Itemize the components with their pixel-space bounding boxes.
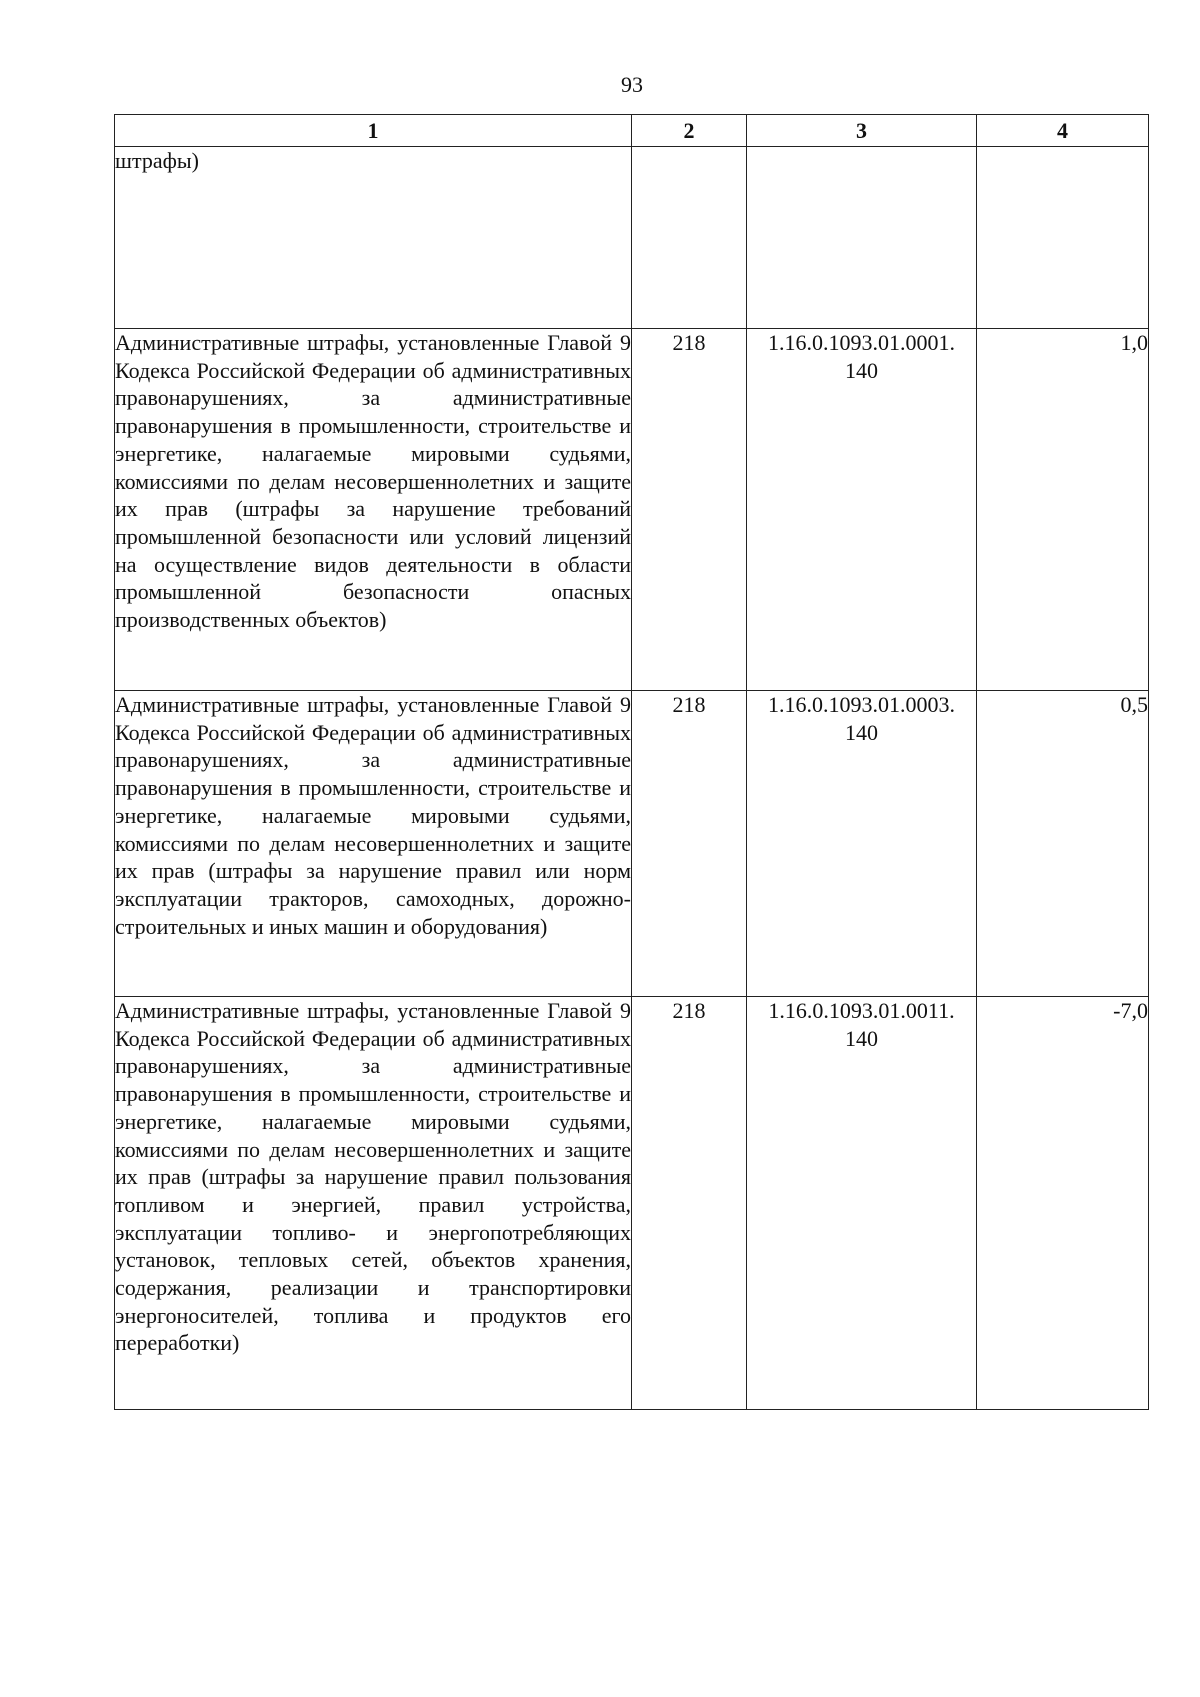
kbk-code-cell [747, 147, 977, 329]
kbk-code-line2: 140 [845, 357, 878, 383]
description-cell [115, 997, 632, 1410]
admin-code-cell [632, 147, 747, 329]
kbk-code-cell [747, 997, 977, 1410]
admin-code-cell: 218 [632, 329, 747, 691]
description-text: Административные штрафы, установленные Главой 9 Кодекса Российской Федерации об административных правонарушениях, за административные правонарушения в промышленности, строительстве и энергетике, налагаемые мировыми судьями, комиссиями по делам несовершеннолетних и защите их прав (штрафы за нарушение правил пользования топливом и энергией, правил устройства, эксплуатации топливо- и энергопотребляющих установок, тепловых сетей, объектов хранения, содержания, реализации и транспортировки энергоносителей, топлива и продуктов его переработки) [115, 998, 631, 1356]
table-header-row [115, 115, 1149, 147]
kbk-code-line1: 1.16.0.1093.01.0011. [768, 998, 955, 1023]
amount-cell [977, 147, 1149, 329]
column-header-2: 2 [632, 115, 747, 147]
table-row [115, 997, 1149, 1410]
amount-cell: 0,5 [977, 691, 1149, 997]
column-header-4: 4 [977, 115, 1149, 147]
page-number: 93 [621, 72, 643, 97]
kbk-code-line1: 1.16.0.1093.01.0003. [768, 692, 955, 717]
kbk-code-line2: 140 [845, 1025, 878, 1051]
admin-code-cell: 218 [632, 691, 747, 997]
column-header-1: 1 [115, 115, 632, 147]
description-cell [115, 691, 632, 997]
kbk-code-line1: 1.16.0.1093.01.0001. [768, 330, 955, 355]
description-cell [115, 329, 632, 691]
table-row [115, 147, 1149, 329]
revenue-table [114, 114, 1149, 1410]
description-text: Административные штрафы, установленные Главой 9 Кодекса Российской Федерации об административных правонарушениях, за административные правонарушения в промышленности, строительстве и энергетике, налагаемые мировыми судьями, комиссиями по делам несовершеннолетних и защите их прав (штрафы за нарушение требований промышленной безопасности или условий лицензий на осуществление видов деятельности в области промышленной безопасности опасных производственных объектов) [115, 330, 631, 633]
admin-code-cell: 218 [632, 997, 747, 1410]
amount-cell: 1,0 [977, 329, 1149, 691]
column-header-3: 3 [747, 115, 977, 147]
description-text: Административные штрафы, установленные Главой 9 Кодекса Российской Федерации об административных правонарушениях, за административные правонарушения в промышленности, строительстве и энергетике, налагаемые мировыми судьями, комиссиями по делам несовершеннолетних и защите их прав (штрафы за нарушение правил или норм эксплуатации тракторов, самоходных, дорожно-строительных и иных машин и оборудования) [115, 692, 631, 939]
table-row [115, 329, 1149, 691]
table-row [115, 691, 1149, 997]
description-text: штрафы) [115, 148, 199, 173]
kbk-code-cell [747, 329, 977, 691]
amount-cell: -7,0 [977, 997, 1149, 1410]
kbk-code-cell [747, 691, 977, 997]
description-cell [115, 147, 632, 329]
kbk-code-line2: 140 [845, 719, 878, 745]
